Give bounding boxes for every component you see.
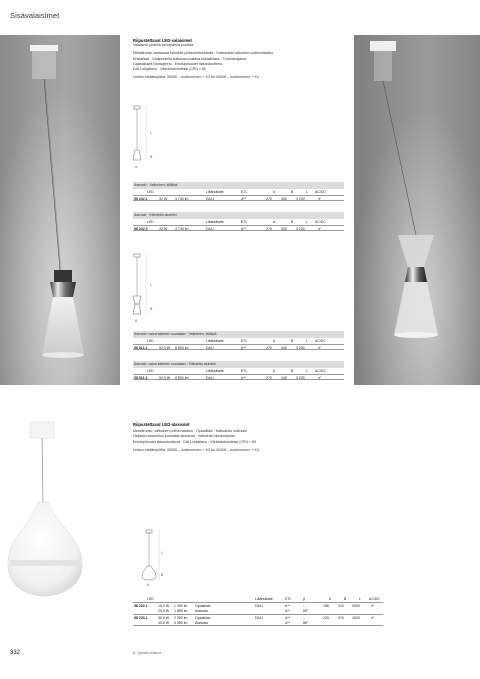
diagram-label-l: L (150, 131, 152, 135)
diagram-label-l: L (150, 283, 152, 287)
table-row: 58 011.3 92,0 W 6 800 lm DALI A** 270 440 3 200 ✔ (133, 374, 344, 380)
table-row: 58 233.1 30,0 W 2 350 lm Opaalilasi DALI A** – 220 370 4000 ✔ (133, 614, 383, 620)
description-line: Metallirunko asetastaa kahdelle pintavaihtoehdolla · Kattonasia valkoinen polformasalus (133, 51, 274, 56)
description-line: Heijastin aloksidiuu puhdasta alumiinia · Valkoinen ripustusjohto (133, 434, 235, 439)
table-header: LED Liitäntälaite ETL β A B L AC/DC (147, 597, 380, 601)
diagram-label-l: L (161, 551, 163, 555)
table-row: 58 011.1 92,0 W 6 800 lm DALI A** 270 440 3 200 ✔ (133, 344, 344, 350)
table-row: 40,0 W 4 080 lm Alasvalo A** 85° (133, 620, 383, 626)
spec-table-2 (133, 212, 344, 231)
table-header: LED Liitäntälaite ETL A B L AC/DC (147, 190, 326, 194)
footer-link[interactable]: {l:~javiteri:etsime (133, 651, 162, 655)
table-header: LED Liitäntälaite ETL A B L AC/DC (147, 220, 326, 224)
diagram-label-a: A (135, 319, 138, 323)
product-block-2-intro (133, 422, 363, 453)
color-temperature-note: Leidon värilämpötila: 3000K – tuotenumero + K3 tai 4000K – tuotenumero + K4 (133, 447, 259, 452)
category-bar: Asevalo: valoa kahteen suuntaan · Valkoinen, kiiltävä (133, 331, 344, 338)
product-block-1-intro (133, 38, 343, 81)
description-line: Erkoispituudet tilausstuottena · DALI-ohjattava · Värintoistoindeksi (CRI) > 80 (133, 439, 256, 444)
description-line: Lajanakuydt lilantajanho · Erkotapituodet tilausstuottena (133, 61, 223, 66)
diagram-label-b: B (150, 307, 153, 311)
table-row: 58 242.3 32 W 3 740 lm DALI A** 270 330 3 200 ✔ (133, 225, 344, 231)
spec-table-5 (133, 596, 383, 626)
page-title: Sisävalaisimet (10, 11, 60, 20)
spec-table-1 (133, 182, 344, 201)
product-title: Riipustettavat LED-valaisimet (133, 38, 192, 43)
spec-table-3 (133, 331, 344, 350)
product-photo-pendant-left (0, 35, 120, 385)
diagram-label-a: A (147, 583, 150, 587)
dimension-diagram-1 (130, 104, 170, 181)
category-bar: Asevalo: valoa kahteen suuntaan · Kiillotettu alumiini (133, 361, 344, 368)
color-temperature-note: Leidon värilämpötila: 3000K – tuotenumero + K3 tai 4000K – tuotenumero + K4 (133, 75, 259, 80)
product-subtitle: Valaisimo yhdellä tai kahdella puolella (133, 43, 194, 47)
description-line: Kristalllasi · Dialipuniella suikokasi mattisa kristallilasia · 3 tarkasuijalna (133, 56, 246, 61)
category-bar: Asevalo · Valkoinen, kiiltävä (133, 182, 344, 189)
table-header: LED Liitäntälaite ETL A B L AC/DC (147, 369, 326, 373)
dimension-diagram-3 (132, 528, 172, 593)
product-photo-pendant-right (354, 35, 480, 385)
category-bar: Asevalo · Kiillotettu alumiini (133, 212, 344, 219)
table-row: 58 232.1 16,0 W 1 350 lm Opaalilasi DALI A** – 185 310 3000 ✔ (133, 602, 383, 608)
diagram-label-a: A (135, 165, 138, 169)
product-title: Riipustettavat LED-alasvalot (133, 422, 190, 427)
page-number: 332 (10, 650, 21, 656)
description-line: DALI-ohjattava · Värintoistoindeksi (CRI) > 80 (133, 67, 206, 72)
table-row: 58 242.1 32 W 3 740 lm DALI A** 270 330 3 200 ✔ (133, 195, 344, 201)
dimension-diagram-2 (130, 252, 170, 333)
diagram-label-b: B (150, 155, 153, 159)
table-row: 20,0 W 1 850 lm Alasvalo A** 85° (158, 609, 309, 613)
product-photo-opal-pendant (0, 418, 120, 638)
description-line: Metallirunko, valkoinen polformasalus · Opaallilasi · Kattoalotu sulkulasi (133, 429, 247, 433)
diagram-label-b: B (161, 573, 164, 577)
table-header: LED Liitäntälaite ETL A B L AC/DC (147, 339, 326, 343)
spec-table-4 (133, 361, 344, 380)
